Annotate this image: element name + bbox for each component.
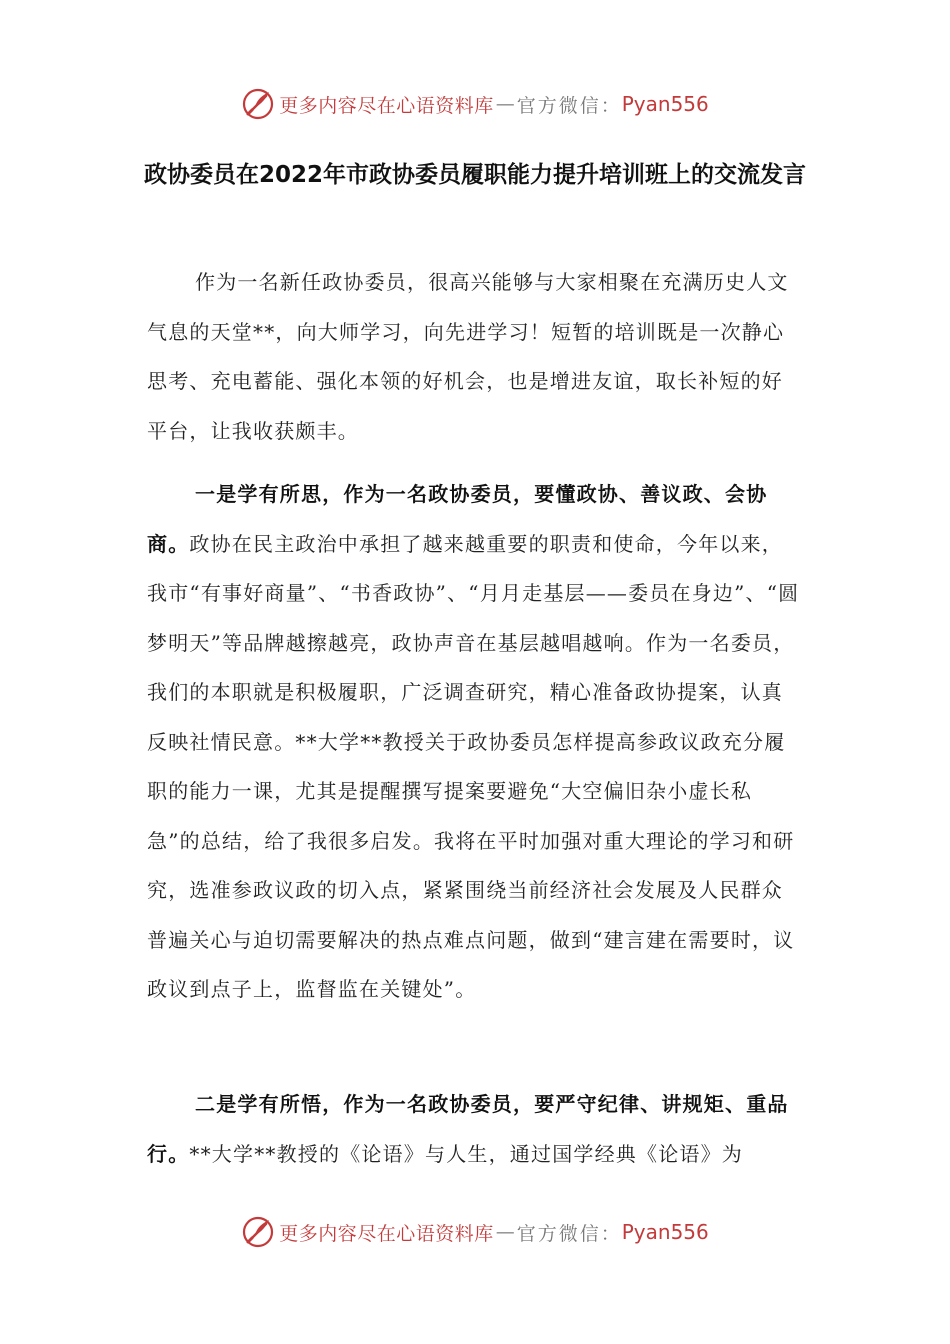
point-two-text: **大学**教授的《论语》与人生，通过国学经典《论语》为 bbox=[189, 1141, 744, 1166]
point-one-text: 政协在民主政治中承担了越来越重要的职责和使命，今年以来，我市“有事好商量”、“书香政协”、“月月走基层——委员在身边”、“圆梦明天”等品牌越擦越亮，政协声音在基层越唱越响。作为一名委员，我们的本职就是积极履职，广泛调查研究，精心准备政协提案，认真反映社情民意。**大学**教授关于政协委员怎样提高参政议政充分履职的能力一课，尤其是提醒撰写提案要避免“大空偏旧杂小虚长私急”的总结，给了我很多启发。我将在平时加强对重大理论的学习和研究，选准参政议政的切入点，紧紧围绕当前经济社会发展及人民群众普遍关心与迫切需要解决的热点难点问题，做到“建言建在需要时，议政议到点子上，监督监在关键处”。 bbox=[147, 531, 800, 1001]
header-watermark-banner bbox=[0, 84, 950, 124]
document-title: 政协委员在2022年市政协委员履职能力提升培训班上的交流发言 bbox=[143, 162, 806, 188]
intro-text: 作为一名新任政协委员，很高兴能够与大家相聚在充满历史人文气息的天堂**，向大师学习，向先进学习！短暂的培训既是一次静心思考、充电蓄能、强化本领的好机会，也是增进友谊，取长补短的好平台，让我收获颇丰。 bbox=[147, 270, 789, 443]
point-two-heading: 二是学有所悟，作为一名政协委员，要严守纪律、讲规矩、重品行。 bbox=[147, 1092, 789, 1166]
banner-wechat-id: Pyan556 bbox=[621, 1220, 709, 1244]
banner-text: 更多内容尽在心语资料库 bbox=[279, 94, 494, 117]
quill-logo-icon bbox=[241, 1215, 275, 1249]
point-one-paragraph bbox=[147, 470, 800, 1015]
point-one-heading: 一是学有所思，作为一名政协委员，要懂政协、善议政、会协商。 bbox=[147, 482, 768, 556]
banner-wechat-label: 官方微信： bbox=[516, 1222, 622, 1245]
banner-dash: — bbox=[495, 1221, 515, 1243]
quill-logo-icon bbox=[241, 87, 275, 121]
banner-text: 更多内容尽在心语资料库 bbox=[279, 1222, 494, 1245]
banner-dash: — bbox=[495, 93, 515, 115]
intro-paragraph bbox=[147, 258, 800, 456]
point-two-paragraph bbox=[147, 1080, 800, 1179]
banner-wechat-id: Pyan556 bbox=[621, 92, 709, 116]
banner-wechat-label: 官方微信： bbox=[516, 94, 622, 117]
footer-watermark-banner bbox=[0, 1212, 950, 1252]
